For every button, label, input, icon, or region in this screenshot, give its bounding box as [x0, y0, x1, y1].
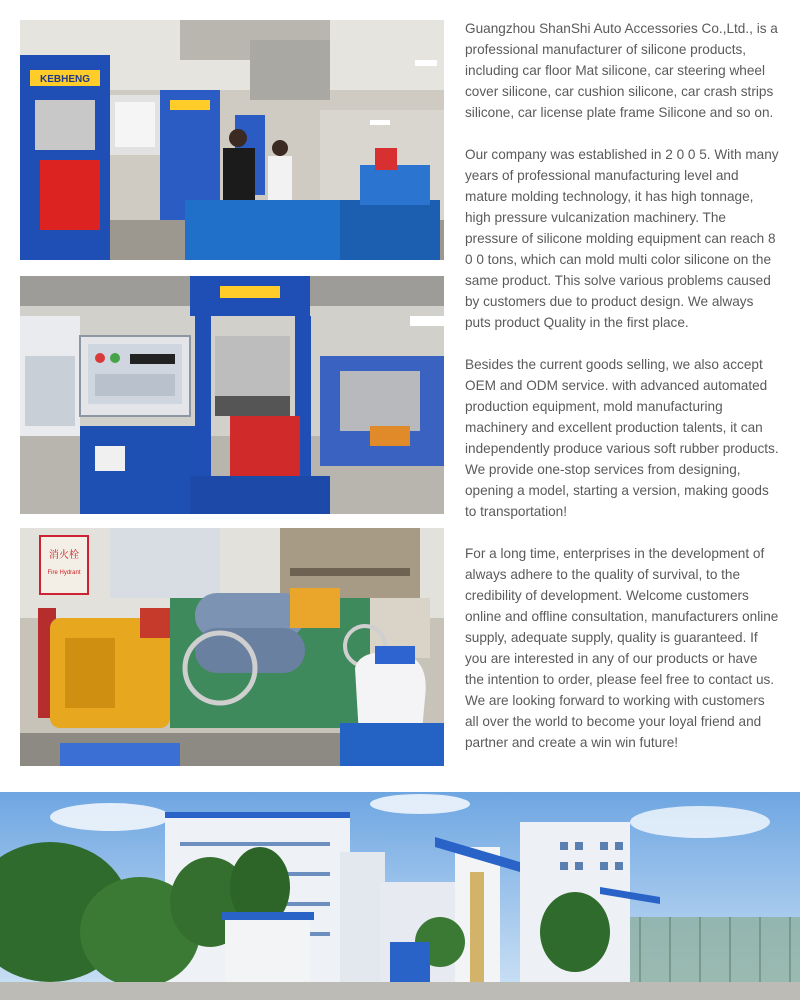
workshop-photo-vulcanizer: [20, 276, 444, 514]
factory-exterior-photo: [0, 792, 800, 1000]
workshop-photo-mixing-mill: [20, 528, 444, 766]
workshop-photo-presses: [20, 20, 444, 260]
services-paragraph: Besides the current goods selling, we also accept OEM and ODM service. with advanced automated production equipment, mold manufacturing machinery and excellent production talents, it can independently produce various soft rubber products. We provide one-stop services from designing, opening a model, starting a version, making goods to transportation!: [465, 357, 779, 519]
fire-hydrant-sign-subtitle: Fire Hydrant: [47, 570, 81, 576]
history-paragraph: Our company was established in 2 0 0 5. With many years of professional manufacturing level and mature molding technology, it has high tonnage, high pressure vulcanization machinery. The pressure of silicone molding equipment can reach 8 0 0 tons, which can mold multi color silicone on the same product. This solve various problems caused by customers due to product design. We always puts product Quality in the first place.: [465, 147, 779, 330]
press-brand-sign: KEBHENG: [39, 74, 91, 85]
intro-paragraph: Guangzhou ShanShi Auto Accessories Co.,Ltd., is a professional manufacturer of silicone products, including car floor Mat silicone, car steering wheel cover silicone, car cushion silicone, car crash strips silicone, car license plate frame Silicone and so on.: [465, 21, 778, 120]
company-introduction: [465, 18, 780, 774]
commitment-paragraph: For a long time, enterprises in the development of always adhere to the quality of survival, to the credibility of development. Welcome customers online and offline consultation, manufacturers online supply, adequate supply, quality is guaranteed. If you are interested in any of our products or have the intention to order, please feel free to contact us. We are looking forward to working with customers all over the world to become your loyal friend and partner and create a win win future!: [465, 546, 779, 750]
fire-hydrant-sign-title: 消火栓: [49, 550, 79, 561]
